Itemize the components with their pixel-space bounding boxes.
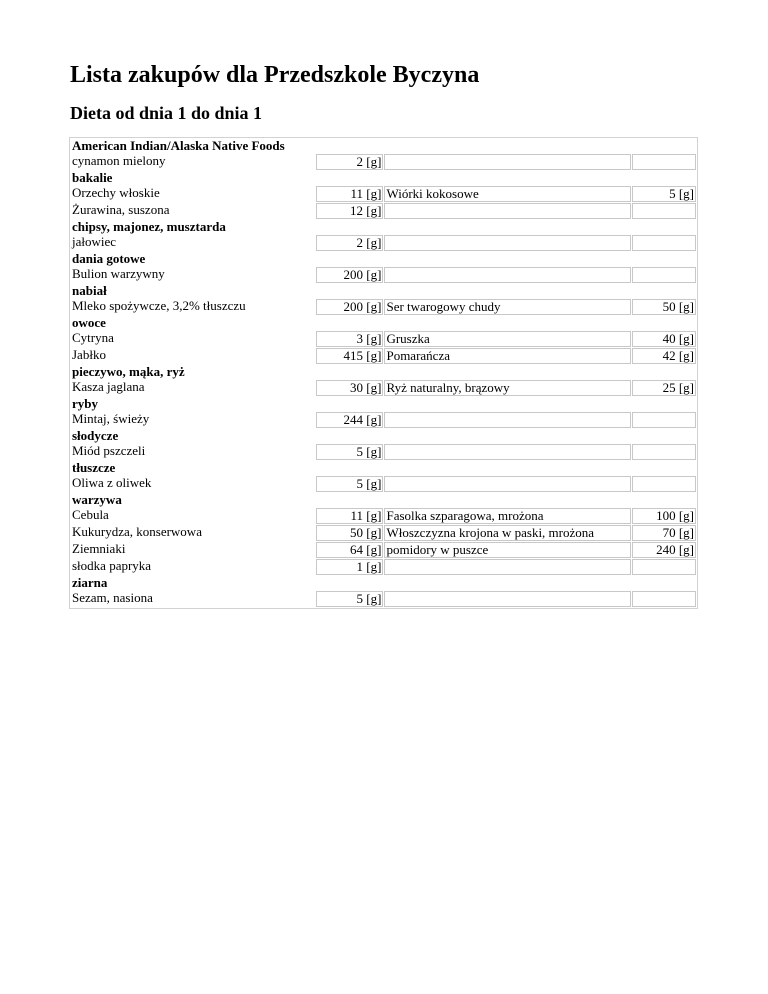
item-name: słodka papryka: [72, 559, 152, 573]
item-name: [384, 444, 630, 460]
item-quantity: 244 [g]: [316, 412, 383, 428]
category-heading: owoce: [72, 316, 106, 330]
item-name: Cytryna: [72, 331, 114, 345]
category-row: [71, 284, 696, 298]
category-row: [71, 252, 696, 266]
item-quantity: [632, 412, 696, 428]
item-row: [71, 380, 696, 396]
item-quantity: 11 [g]: [316, 186, 383, 202]
item-row: [71, 299, 696, 315]
category-row: [71, 576, 696, 590]
category-row: [71, 139, 696, 153]
item-name: Orzechy włoskie: [72, 186, 160, 200]
item-quantity: 12 [g]: [316, 203, 383, 219]
category-row: [71, 365, 696, 379]
item-quantity: [632, 203, 696, 219]
item-name: [384, 267, 630, 283]
item-name: [384, 412, 630, 428]
item-name: Ser twarogowy chudy: [384, 299, 630, 315]
item-name: [384, 559, 630, 575]
item-quantity: [632, 476, 696, 492]
item-quantity: 5 [g]: [316, 444, 383, 460]
item-quantity: [632, 267, 696, 283]
item-row: [71, 559, 696, 575]
item-row: [71, 591, 696, 607]
item-name: Bulion warzywny: [72, 267, 165, 281]
category-row: [71, 316, 696, 330]
item-name: Sezam, nasiona: [72, 591, 153, 605]
diet-range-subtitle: Dieta od dnia 1 do dnia 1: [70, 103, 263, 123]
item-quantity: [632, 154, 696, 170]
page-title: Lista zakupów dla Przedszkole Byczyna: [70, 62, 480, 88]
item-name: [384, 203, 630, 219]
item-quantity: [632, 591, 696, 607]
item-row: [71, 348, 696, 364]
item-quantity: 25 [g]: [632, 380, 696, 396]
item-name: [384, 476, 630, 492]
item-quantity: 40 [g]: [632, 331, 696, 347]
item-name: Miód pszczeli: [72, 444, 146, 458]
item-name: [384, 235, 630, 251]
item-quantity: 100 [g]: [632, 508, 696, 524]
category-heading: chipsy, majonez, musztarda: [72, 220, 226, 234]
item-name: pomidory w puszce: [384, 542, 630, 558]
item-row: [71, 508, 696, 524]
item-quantity: [632, 444, 696, 460]
item-name: Kukurydza, konserwowa: [72, 525, 202, 539]
category-heading: warzywa: [72, 493, 122, 507]
item-quantity: 3 [g]: [316, 331, 383, 347]
item-name: Kasza jaglana: [72, 380, 145, 394]
item-quantity: 1 [g]: [316, 559, 383, 575]
category-heading: nabiał: [72, 284, 107, 298]
item-quantity: 11 [g]: [316, 508, 383, 524]
item-quantity: 2 [g]: [316, 235, 383, 251]
item-name: [384, 591, 630, 607]
category-heading: dania gotowe: [72, 252, 146, 266]
category-row: [71, 493, 696, 507]
item-quantity: 415 [g]: [316, 348, 383, 364]
item-name: jałowiec: [72, 235, 117, 249]
item-quantity: 70 [g]: [632, 525, 696, 541]
item-row: [71, 235, 696, 251]
item-row: [71, 412, 696, 428]
item-quantity: [632, 235, 696, 251]
category-heading: słodycze: [72, 429, 119, 443]
item-row: [71, 542, 696, 558]
category-heading: bakalie: [72, 171, 113, 185]
category-heading: ryby: [72, 397, 98, 411]
category-heading: tłuszcze: [72, 461, 116, 475]
item-row: [71, 444, 696, 460]
item-quantity: 30 [g]: [316, 380, 383, 396]
item-row: [71, 476, 696, 492]
item-quantity: [632, 559, 696, 575]
category-row: [71, 171, 696, 185]
item-row: [71, 203, 696, 219]
item-row: [71, 186, 696, 202]
item-name: Jabłko: [72, 348, 106, 362]
item-row: [71, 331, 696, 347]
item-quantity: 2 [g]: [316, 154, 383, 170]
item-quantity: 64 [g]: [316, 542, 383, 558]
item-name: Ryż naturalny, brązowy: [384, 380, 630, 396]
item-quantity: 42 [g]: [632, 348, 696, 364]
shopping-list-body: [71, 139, 696, 607]
item-quantity: 5 [g]: [316, 591, 383, 607]
item-row: [71, 525, 696, 541]
item-name: Włoszczyzna krojona w paski, mrożona: [384, 525, 630, 541]
item-name: Żurawina, suszona: [72, 203, 170, 217]
category-row: [71, 220, 696, 234]
category-heading: pieczywo, mąka, ryż: [72, 365, 185, 379]
item-quantity: 200 [g]: [316, 299, 383, 315]
item-quantity: 50 [g]: [316, 525, 383, 541]
item-quantity: 5 [g]: [632, 186, 696, 202]
item-name: Mleko spożywcze, 3,2% tłuszczu: [72, 299, 246, 313]
item-name: Pomarańcza: [384, 348, 630, 364]
item-name: Ziemniaki: [72, 542, 126, 556]
shopping-list-table: [69, 137, 698, 609]
item-quantity: 200 [g]: [316, 267, 383, 283]
item-name: Gruszka: [384, 331, 630, 347]
item-quantity: 240 [g]: [632, 542, 696, 558]
item-name: Wiórki kokosowe: [384, 186, 630, 202]
item-name: Fasolka szparagowa, mrożona: [384, 508, 630, 524]
item-name: [384, 154, 630, 170]
item-quantity: 50 [g]: [632, 299, 696, 315]
category-heading: ziarna: [72, 576, 108, 590]
item-quantity: 5 [g]: [316, 476, 383, 492]
item-name: Oliwa z oliwek: [72, 476, 152, 490]
item-name: cynamon mielony: [72, 154, 166, 168]
category-row: [71, 429, 696, 443]
item-name: Cebula: [72, 508, 109, 522]
item-row: [71, 267, 696, 283]
category-heading: American Indian/Alaska Native Foods: [72, 139, 285, 153]
item-row: [71, 154, 696, 170]
item-name: Mintaj, świeży: [72, 412, 150, 426]
category-row: [71, 397, 696, 411]
category-row: [71, 461, 696, 475]
